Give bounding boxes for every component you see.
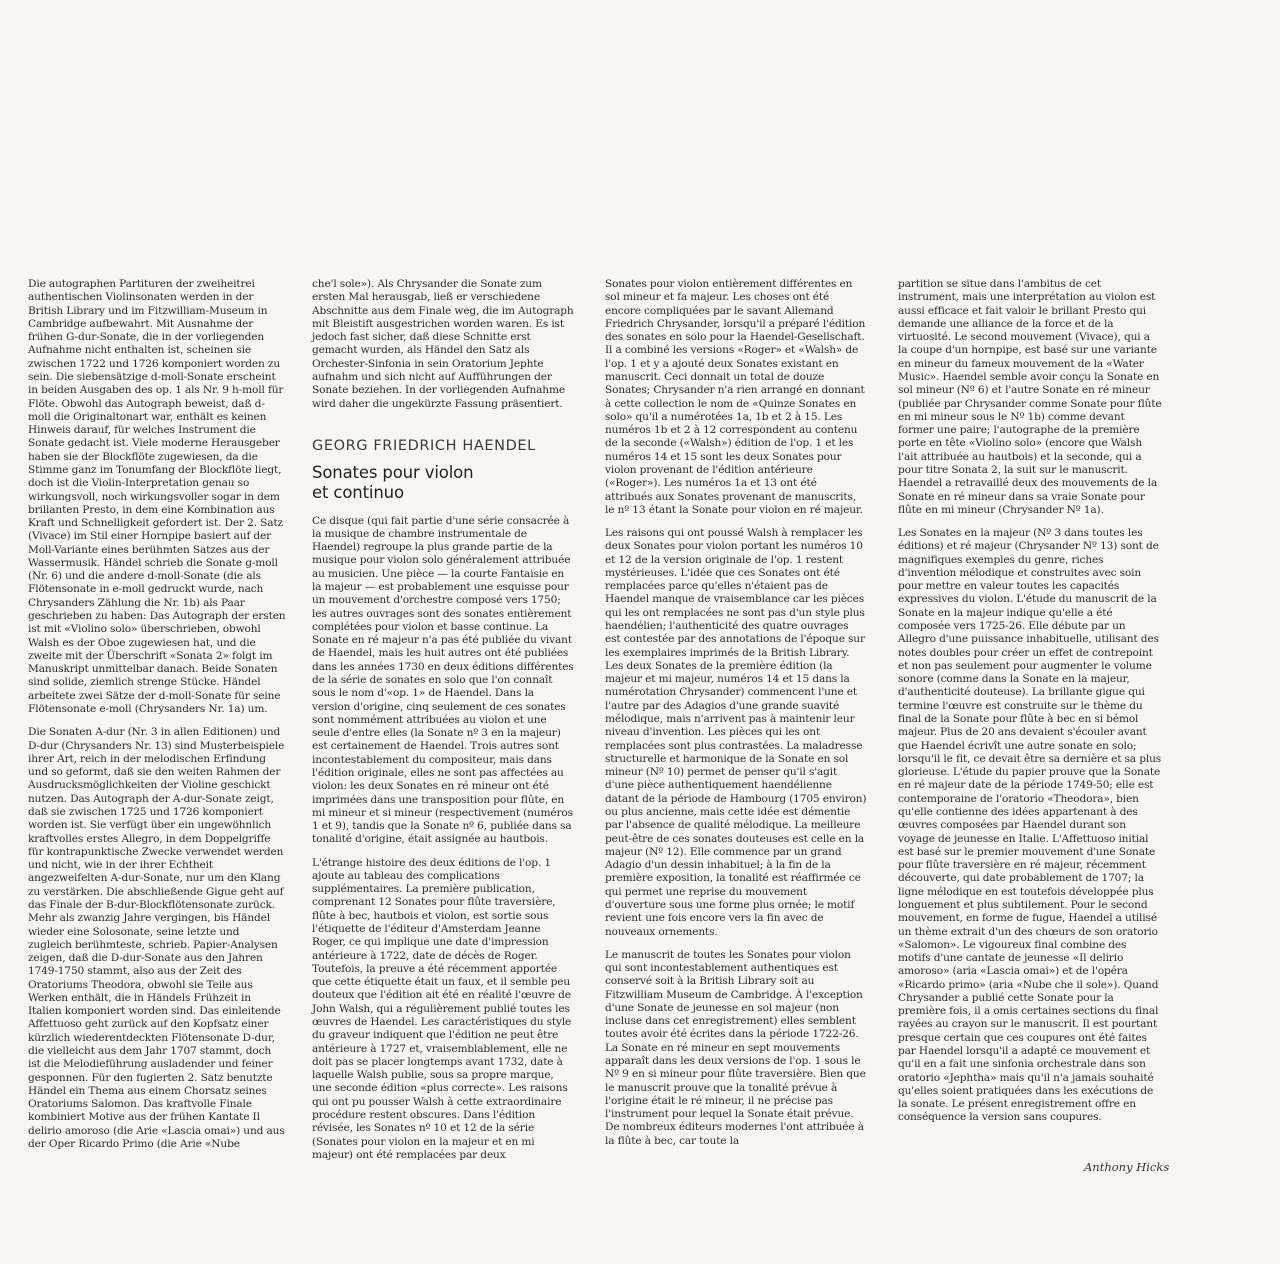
composer-heading: GEORG FRIEDRICH HAENDEL	[312, 437, 536, 454]
work-title	[312, 463, 574, 503]
paragraph: L'étrange histoire des deux éditions de l'op. 1 ajoute au tableau des complications supplémentaires. La première publication, comprenant 12 Sonates pour flûte traversière, flûte à bec, hautbois et violon, est sortie sous l'étiquette de l'éditeur d'Amsterdam Jeanne Roger, ce qui implique une date d'impression antérieure à 1722, date de décès de Roger. Toutefois, la preuve a été récemment apportée que cette étiquette était un faux, et il semble peu douteux que l'édition ait été en réalité l'œuvre de John Walsh, qui a régulièrement publié toutes les œuvres de Haendel. Les caractéristiques du style du graveur indiquent que l'édition ne peut être antérieure à 1727 et, vraisemblablement, elle ne doit pas se placer longtemps avant 1732, date à laquelle Walsh publie, sous sa propre marque, une seconde édition «plus correcte». Les raisons qui ont pu pousser Walsh à cette extraordinaire procédure restent obscures. Dans l'édition révisée, les Sonates nº 10 et 12 de la série (Sonates pour violon en la majeur et en mi majeur) ont été remplacées par deux	[312, 856, 572, 1161]
paragraph: Le manuscrit de toutes les Sonates pour violon qui sont incontestablement authentiques est conservé soit à la British Library soit au Fitzwilliam Museum de Cambridge. À l'exception d'une Sonate de jeunesse en sol majeur (non incluse dans cet enregistrement) elles semblent toutes avoir été écrites dans la période 1722-26. La Sonate en ré mineur en sept mouvements apparaît dans les deux versions de l'op. 1 sous le Nº 9 en si mineur pour flûte traversière. Bien que le manuscrit prouve que la tonalité prévue à l'origine était le ré mineur, il ne précise pas l'instrument pour lequel la Sonate était prévue. De nombreux éditeurs modernes l'ont attribuée à la flûte à bec, car toute la	[605, 948, 866, 1147]
paragraph: Die autographen Partituren der zweiheitrei authentischen Violinsonaten werden in der British Library und im Fitzwilliam-Museum in Cambridge aufbewahrt. Mit Ausnahme der frühen G-dur-Sonate, die in der vorliegenden Aufnahme nicht enthalten ist, scheinen sie zwischen 1722 und 1726 komponiert worden zu sein. Die siebensätzige d-moll-Sonate erscheint in beiden Ausgaben des op. 1 als Nr. 9 h-moll für Flöte. Obwohl das Autograph beweist, daß d-moll die Originaltonart war, enthält es keinen Hinweis darauf, für welches Instrument die Sonate gedacht ist. Viele moderne Herausgeber haben sie der Blockflöte zugewiesen, da die Stimme ganz im Tonumfang der Blockflöte liegt, doch ist die Violin-Interpretation genau so wirkungsvoll, noch wirkungsvoller sogar in dem brillanten Presto, in dem eine Kombination aus Kraft und Schnelligkeit gefordert ist. Der 2. Satz (Vivace) im Stil einer Hornpipe basiert auf der Moll-Variante eines berühmten Satzes aus der Wassermusik. Händel schrieb die Sonate g-moll (Nr. 6) und die andere d-moll-Sonate (die als Flötensonate in e-moll gedruckt wurde, nach Chrysanders Zählung die Nr. 1b) als Paar geschrieben zu haben: Das Autograph der ersten ist mit «Violino solo» überschrieben, obwohl Walsh es der Oboe zugewiesen hat, und die zweite mit der Überschrift «Sonata 2» folgt im Manuskript unmittelbar danach. Beide Sonaten sind solide, ziemlich strenge Stücke. Händel arbeitete zwei Sätze der d-moll-Sonate für seine Flötensonate e-moll (Chrysanders Nr. 1a) um.	[28, 278, 286, 715]
paragraph: che'l sole»). Als Chrysander die Sonate zum ersten Mal herausgab, ließ er verschiedene Abschnitte aus dem Finale weg, die im Autograph mit Bleistift ausgestrichen worden waren. Es ist jedoch fast sicher, daß diese Schnitte erst gemacht wurden, als Händel den Satz als Orchester-Sinfonia in sein Oratorium Jephte aufnahm und sich nicht auf Aufführungen der Sonate beziehen. In der vorliegenden Aufnahme wird daher die ungekürzte Fassung präsentiert.	[312, 278, 574, 410]
paragraph: Die Sonaten A-dur (Nr. 3 in allen Editionen) und D-dur (Chrysanders Nr. 13) sind Musterbeispiele ihrer Art, reich in der melodischen Erfindung und so geformt, daß sie den weiten Rahmen der Ausdrucksmöglichkeiten der Violine geschickt nutzen. Das Autograph der A-dur-Sonate zeigt, daß sie zwischen 1725 und 1726 komponiert worden ist. Sie verfügt über ein ungewöhnlich kraftvolles erstes Allegro, in dem Doppelgriffe für kontrapunktische Zwecke verwendet werden und nicht, wie in der ihrer Echtheit angezweifelten A-dur-Sonate, nur um den Klang zu verstärken. Die abschließende Gigue geht auf das Finale der B-dur-Blockflötensonate zurück. Mehr als zwanzig Jahre vergingen, bis Händel wieder eine Solosonate, seine letzte und zugleich berühmteste, schrieb. Papier-Analysen zeigen, daß die D-dur-Sonate aus den Jahren 1749-1750 stammt, also aus der Zeit des Oratoriums Theodora, obwohl sie Teile aus Werken enthält, die in Händels Frühzeit in Italien komponiert worden sind. Das einleitende Affettuoso geht zurück auf den Kopfsatz einer kürzlich wiederentdeckten Flötensonate D-dur, die vielleicht aus dem Jahr 1707 stammt, doch ist die Melodieführung ausladender und feiner gesponnen. Für den fugierten 2. Satz benutzte Händel ein Thema aus einem Chorsatz seines Oratoriums Salomon. Das kraftvolle Finale kombiniert Motive aus der frühen Kantate Il delirio amoroso (die Arie «Lascia omai») und aus der Oper Ricardo Primo (die Arie «Nube	[28, 726, 285, 1150]
work-title-line: Sonates pour violon	[312, 463, 474, 482]
text-column-3	[605, 278, 867, 1158]
author-signature: Anthony Hicks	[1084, 1160, 1170, 1174]
text-column-german	[28, 278, 286, 1161]
paragraph: Ce disque (qui fait partie d'une série consacrée à la musique de chambre instrumentale de Haendel) regroupe la plus grande partie de la musique pour violon solo généralement attribuée au musicien. Une pièce — la courte Fantaisie en la majeur — est probablement une esquisse pour un mouvement d'orchestre composé vers 1750; les autres ouvrages sont des sonates entièrement complétées pour violon et basse continue. La Sonate en ré majeur n'a pas été publiée du vivant de Haendel, mais les huit autres ont été publiées dans les années 1730 en deux éditions différentes de la série de sonates en solo que l'on connaît sous le nom d'«op. 1» de Haendel. Dans la version d'origine, cinq seulement de ces sonates sont nommément attribuées au violon et une seule d'entre elles (la Sonate nº 3 en la majeur) est certainement de Haendel. Trois autres sont incontestablement du compositeur, mais dans l'édition originale, elles ne sont pas affectées au violon: les deux Sonates en ré mineur ont été imprimées dans une transposition pour flûte, en mi mineur et si mineur (respectivement (numéros 1 et 9), tandis que la Sonate nº 6, publiée dans sa tonalité d'origine, était assignée au hautbois.	[312, 514, 574, 846]
work-title-line: et continuo	[312, 482, 404, 502]
text-column-2	[312, 278, 574, 1172]
text-column-4	[898, 278, 1162, 1135]
paragraph: Les raisons qui ont poussé Walsh à remplacer les deux Sonates pour violon portant les numéros 10 et 12 de la version originale de l'op. 1 restent mystérieuses. L'idée que ces Sonates ont été remplacées parce qu'elles n'étaient pas de Haendel manque de vraisemblance car les pièces qui les ont remplacées ne sont pas d'un style plus haendélien; l'authenticité des quatre ouvrages est contestée par des annotations de l'époque sur les exemplaires imprimés de la British Library. Les deux Sonates de la première édition (la majeur et mi majeur, numéros 14 et 15 dans la numérotation Chrysander) commencent l'une et l'autre par des Adagios d'une grande suavité mélodique, mais n'arrivent pas à maintenir leur niveau d'invention. Les pièces qui les ont remplacées sont plus contrastées. La maladresse structurelle et harmonique de la Sonate en sol mineur (Nº 10) permet de penser qu'il s'agit d'une pièce authentiquement haendélienne datant de la période de Hambourg (1705 environ) ou plus ancienne, mais cette idée est démentie par l'absence de qualité mélodique. La meilleure peut-être de ces sonates douteuses est celle en la majeur (Nº 12). Elle commence par un grand Adagio d'un dessin inhabituel; à la fin de la première exposition, la tonalité est réaffirmée ce qui permet une reprise du mouvement d'ouverture sous une forme plus ornée; le motif revient une fois encore vers la fin avec de nouveaux ornements.	[605, 527, 867, 938]
paragraph: partition se situe dans l'ambitus de cet instrument, mais une interprétation au violon est aussi efficace et fait valoir le brillant Presto qui demande une alliance de la force et de la virtuosité. Le second mouvement (Vivace), qui a la coupe d'un hornpipe, est basé sur une variante en mineur du fameux mouvement de la «Water Music». Haendel semble avoir conçu la Sonate en sol mineur (Nº 6) et l'autre Sonate en ré mineur (publiée par Chrysander comme Sonate pour flûte en mi mineur sous le Nº 1b) comme devant former une paire; l'autographe de la première porte en tête «Violino solo» (encore que Walsh l'ait attribuée au hautbois) et la seconde, qui a pour titre Sonata 2, la suit sur le manuscrit. Haendel a retravaillé deux des mouvements de la Sonate en ré mineur dans sa vraie Sonate pour flûte en mi mineur (Chrysander Nº 1a).	[898, 278, 1162, 516]
paragraph: Sonates pour violon entièrement différentes en sol mineur et fa majeur. Les choses ont été encore compliquées par le savant Allemand Friedrich Chrysander, lorsqu'il a préparé l'édition des sonates en solo pour la Haendel-Gesellschaft. Il a combiné les versions «Roger» et «Walsh» de l'op. 1 et y a ajouté deux Sonates existant en manuscrit. Ceci donnait un total de douze Sonates; Chrysander n'a rien arrangé en donnant à cette collection le nom de «Quinze Sonates en solo» qu'il a numérotées 1a, 1b et 2 à 15. Les numéros 1b et 2 à 12 correspondent au contenu de la seconde («Walsh») édition de l'op. 1 et les numéros 14 et 15 sont les deux Sonates pour violon provenant de l'édition antérieure («Roger»). Les numéros 1a et 13 ont été attribués aux Sonates provenant de manuscrits, le nº 13 étant la Sonate pour violon en ré majeur.	[605, 278, 866, 516]
paragraph: Les Sonates en la majeur (Nº 3 dans toutes les éditions) et ré majeur (Chrysander Nº 13) sont de magnifiques exemples du genre, riches d'invention mélodique et construites avec soin pour mettre en valeur toutes les capacités expressives du violon. L'étude du manuscrit de la Sonate en la majeur indique qu'elle a été composée vers 1725-26. Elle débute par un Allegro d'une puissance inhabituelle, utilisant des notes doubles pour créer un effet de contrepoint et non pas seulement pour augmenter le volume sonore (comme dans la Sonate en la majeur, d'authenticité douteuse). La brillante gigue qui termine l'œuvre est construite sur le thème du final de la Sonate pour flûte à bec en si bémol majeur. Plus de 20 ans devaient s'écouler avant que Haendel écrivît une autre sonate en solo; lorsqu'il le fit, ce devait être sa dernière et sa plus glorieuse. L'étude du papier prouve que la Sonate en ré majeur date de la période 1749-50; elle est contemporaine de l'oratorio «Theodora», bien qu'elle contienne des idées appartenant à des œuvres composées par Haendel durant son voyage de jeunesse en Italie. L'Affettuoso initial est basé sur le premier mouvement d'une Sonate pour flûte traversière en ré majeur, récemment découverte, qui date probablement de 1707; la ligne mélodique en est toutefois développée plus longuement et plus subtilement. Pour le second mouvement, en forme de fugue, Haendel a utilisé un thème extrait d'un des chœurs de son oratorio «Salomon». Le vigoureux final combine des motifs d'une cantate de jeunesse «Il delirio amoroso» (aria «Lascia omai») et de l'opéra «Ricardo primo» (aria «Nube che il sole»). Quand Chrysander a publié cette Sonate pour la première fois, il a omis certaines sections du final rayées au crayon sur le manuscrit. Il est pourtant presque certain que ces coupures ont été faites par Haendel lorsqu'il a adapté ce mouvement et qu'il en a fait une sinfonia orchestrale dans son oratorio «Jephtha» mais qu'il n'a jamais souhaité qu'elles soient pratiquées dans les exécutions de la sonate. Le présent enregistrement offre en conséquence la version sans coupures.	[898, 527, 1162, 1124]
